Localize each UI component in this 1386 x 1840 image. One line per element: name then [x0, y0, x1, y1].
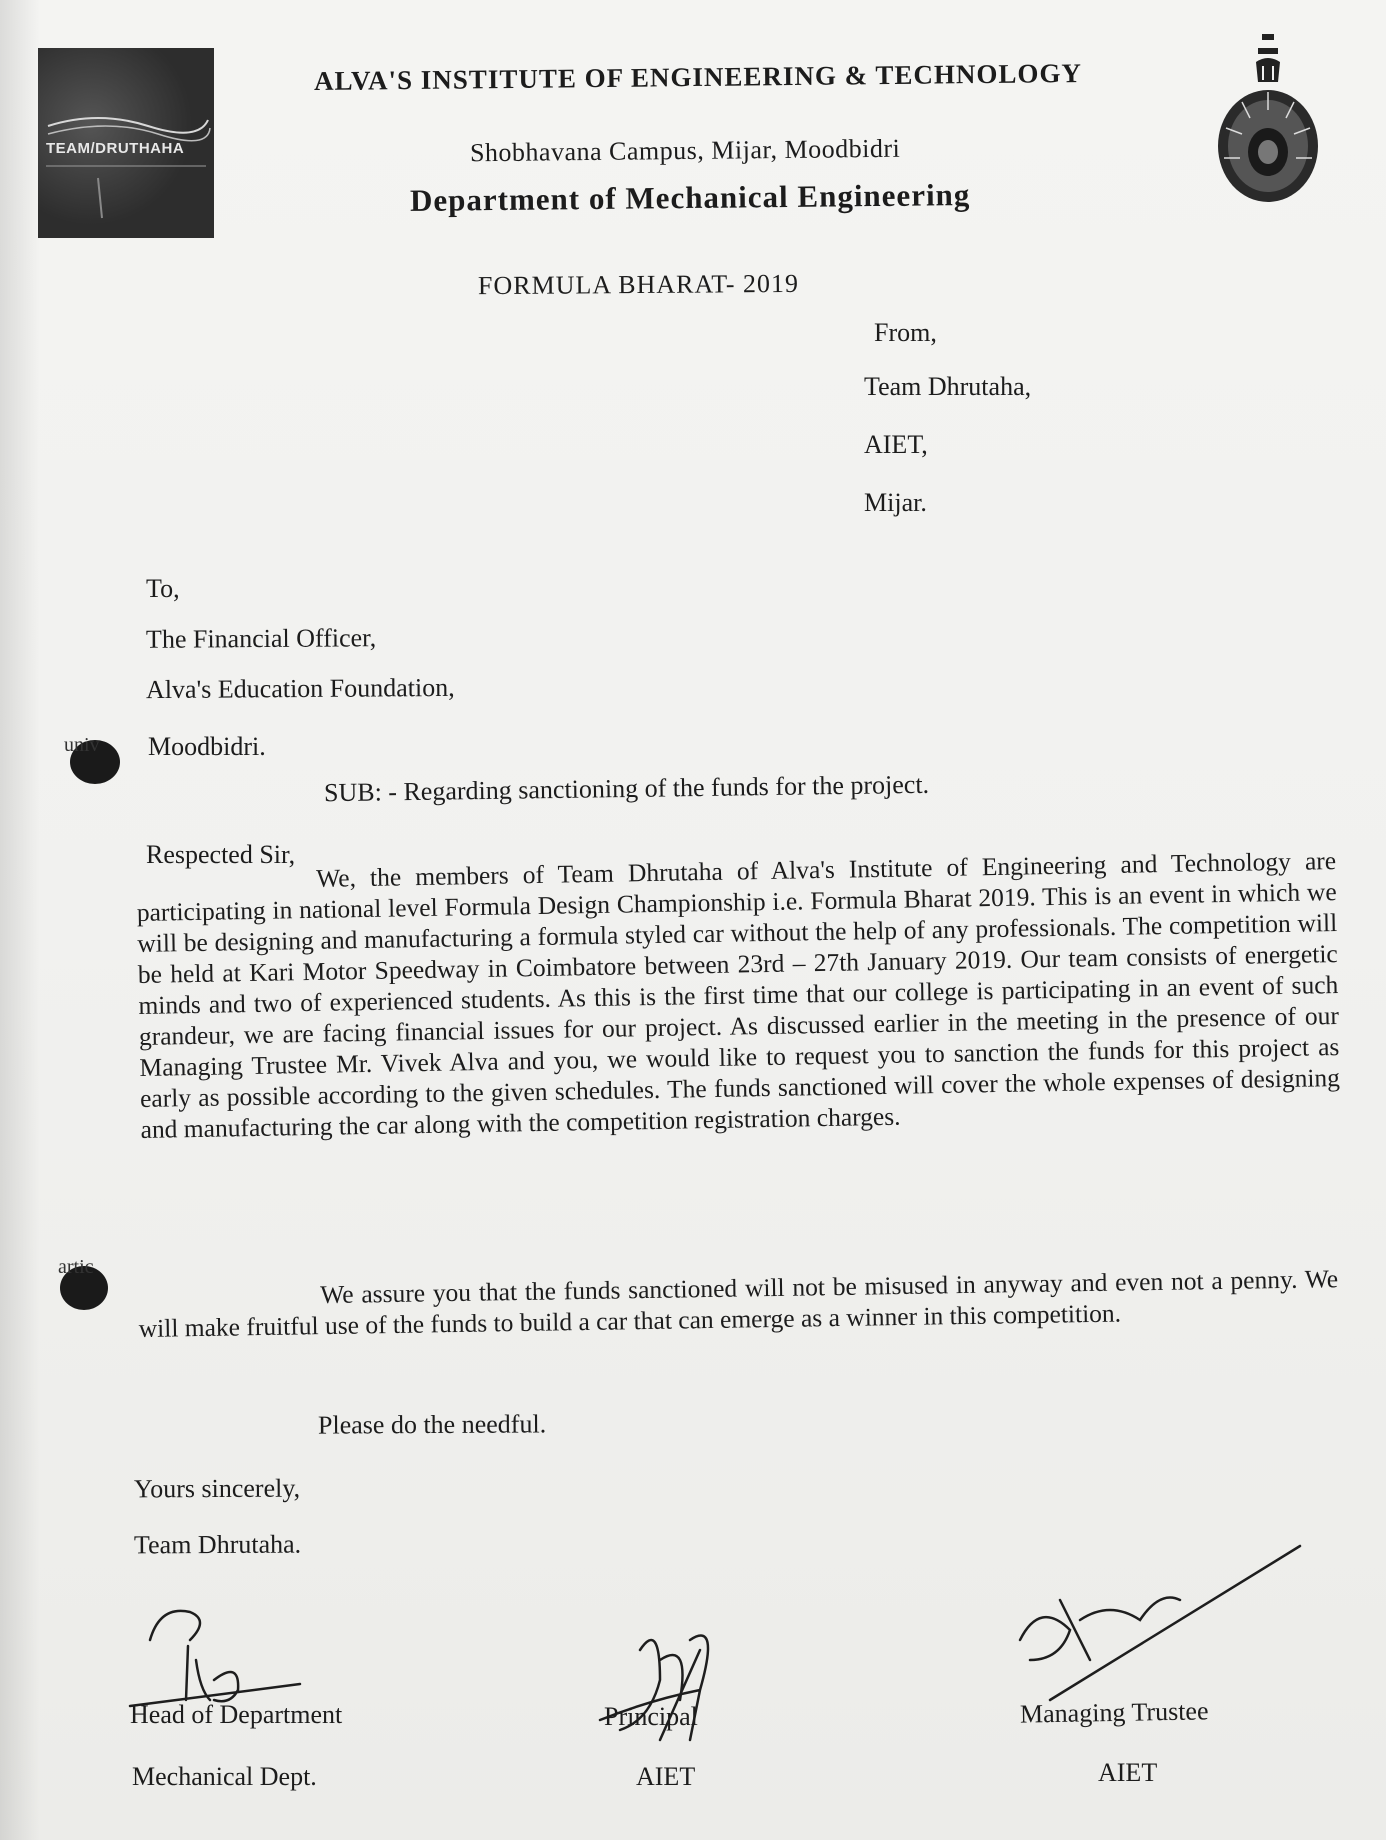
signature-hod	[130, 1611, 300, 1706]
to-line-1: The Financial Officer,	[145, 623, 377, 654]
closing-line-1: Yours sincerely,	[133, 1473, 301, 1504]
to-line-2: Alva's Education Foundation,	[145, 672, 455, 705]
signatory-3-title: Managing Trustee	[1019, 1696, 1209, 1729]
margin-note-1: univ	[64, 734, 100, 756]
event-title: FORMULA BHARAT- 2019	[477, 268, 800, 301]
signatory-2-title: Principal	[604, 1702, 698, 1731]
signatory-1-org: Mechanical Dept.	[132, 1762, 317, 1791]
closing-line-2: Team Dhrutaha.	[133, 1529, 302, 1560]
body-paragraph-2: We assure you that the funds sanctioned will not be misused in anyway and even not a penny. We will make fruitful use of the funds to build a car that can emerge as a winner in this competition.	[138, 1264, 1339, 1343]
signatory-2-org: AIET	[636, 1762, 696, 1791]
to-label: To,	[146, 574, 180, 603]
from-line-2: AIET,	[864, 430, 928, 459]
subject-line: SUB: - Regarding sanctioning of the funds for the project.	[323, 769, 930, 808]
to-line-3: Moodbidri.	[148, 732, 266, 761]
campus-address: Shobhavana Campus, Mijar, Moodbidri	[469, 133, 901, 168]
signatory-1-title: Head of Department	[130, 1700, 343, 1729]
team-logo	[38, 48, 214, 238]
margin-note-2: artic	[58, 1256, 94, 1278]
from-line-1: Team Dhrutaha,	[864, 372, 1032, 401]
signatory-3-org: AIET	[1098, 1758, 1158, 1787]
salutation: Respected Sir,	[146, 840, 296, 869]
signature-trustee	[1020, 1546, 1300, 1700]
team-logo-text: TEAM/DRUTHAHA	[46, 140, 185, 157]
institute-name: ALVA'S INSTITUTE OF ENGINEERING & TECHNOLOGY	[313, 57, 1083, 97]
body-paragraph-1: We, the members of Team Dhrutaha of Alva's Institute of Engineering and Technology are participating in national level Formula Design Championship i.e. Formula Bharat 2019. This is an event in which we will be designing and manufacturing a formula styled car without the help of any professionals. The competition will be held at Kari Motor Speedway in Coimbatore between 23rd – 27th January 2019. Our team consists of energetic minds and two of experienced students. As this is the first time that our college is participating in an event of such grandeur, we are facing financial issues for our project. As discussed earlier in the meeting in the presence of our Managing Trustee Mr. Vivek Alva and you, we would like to request you to sanction the funds for this project as early as possible according to the given schedules. The funds sanctioned will cover the whole expenses of designing and manufacturing the car along with the competition registration charges.	[136, 846, 1341, 1144]
department-name: Department of Mechanical Engineering	[409, 177, 971, 218]
from-line-3: Mijar.	[864, 488, 927, 517]
institute-emblem-icon	[1212, 28, 1324, 204]
scan-edge-shadow	[0, 0, 40, 1840]
body-paragraph-3: Please do the needful.	[317, 1409, 547, 1440]
from-label: From,	[874, 318, 937, 347]
